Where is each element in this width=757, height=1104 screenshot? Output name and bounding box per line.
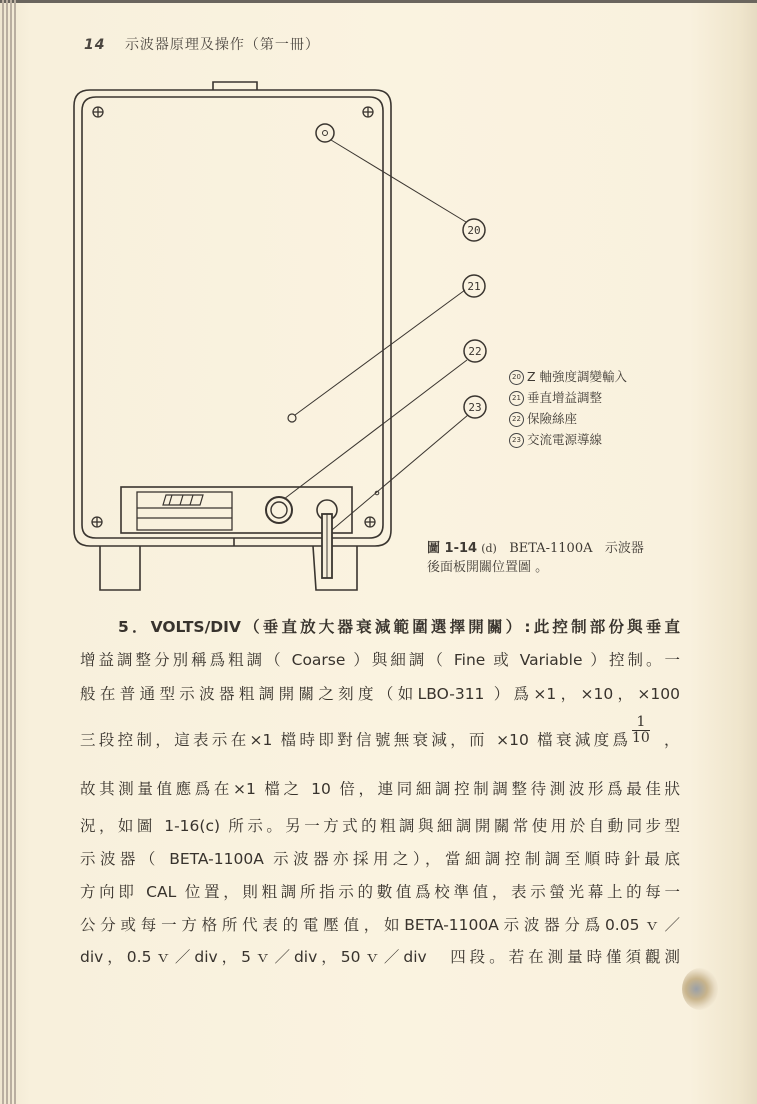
page-damage-hole (682, 968, 718, 1010)
vertical-gain-adjust (288, 414, 296, 422)
page-number: 14 (84, 37, 106, 53)
model-name: BETA-1100A (509, 541, 593, 556)
text-line: 示波器（ BETA-1100A 示波器亦採用之），當細調控制調至順時針最底 (80, 850, 680, 868)
text-line: 5．VOLTS/DIV（垂直放大器衰減範圍選擇開關）:此控制部份與垂直 (118, 618, 680, 636)
callout-22-label: 22 (468, 345, 482, 358)
callout-23-label: 23 (468, 401, 482, 414)
figure-caption: 圖 1-14 (d) BETA-1100A 示波器 後面板開關位置圖 。 (427, 541, 644, 575)
figure-label: 圖 1-14 (427, 541, 478, 556)
legend-item: 22 保險絲座 (509, 408, 627, 429)
text-line: 故其測量值應爲在×1 檔之 10 倍，連同細調控制調整待測波形爲最佳狀 (80, 780, 680, 798)
inner-panel (82, 97, 383, 538)
text-line: 般在普通型示波器粗調開關之刻度（如LBO-311 ）爲×1，×10，×100 (80, 685, 680, 703)
running-title: 示波器原理及操作（第一冊） (124, 37, 320, 53)
figure-legend (509, 366, 627, 450)
fraction-one-tenth: $\frac{1}{10}$ (632, 714, 650, 746)
text-line: 方向即 CAL 位置，則粗調所指示的數值爲校準值，表示螢光幕上的每一 (80, 883, 680, 901)
text-line: 增益調整分別稱爲粗調（ Coarse ）與細調（ Fine 或 Variable ）控制。一 (80, 651, 680, 669)
top-handle-tab (213, 82, 257, 90)
callout-21-label: 21 (467, 280, 481, 293)
fuse-holder (266, 497, 292, 523)
left-foot (100, 546, 140, 590)
legend-item: 21 垂直增益調整 (509, 387, 627, 408)
outer-case (74, 90, 391, 546)
text-line: 公分或每一方格所代表的電壓值，如BETA-1100A示波器分爲0.05ｖ／ (80, 916, 680, 934)
text-line: 況，如圖 1-16(c) 所示。另一方式的粗調與細調開關常使用於自動同步型 (80, 817, 680, 835)
callout-20-label: 20 (467, 224, 481, 237)
right-foot (313, 546, 357, 590)
book-page: 14 示波器原理及操作（第一冊） 20 21 22 23 20 Z 軸強度調變輸入 21 垂直增益調整 22 保險絲座 23 交流電源導線 圖 1-14 (d) BETA-1100A 示波器 後面板開關位置圖 。 5．VOLTS/DIV（垂直放大器衰減範圍選擇開關）:此控制部份與垂直 增益調整分別稱爲粗調（ Coarse ）與細調（ Fine 或 Variable ）控制。一 般在普通型示波器粗調開關之刻度（如LBO-311 ）爲×1，×10，×100 三段控制，這表示在×1 檔時即對信號無衰減，而 ×10 檔衰減度爲 $\frac{1}{10}$ ， 故其測量值應爲在×1 檔之 10 倍，連同細調控制調整待測波形爲最佳狀 況，如圖 1-16(c) 所示。另一方式的粗調與細調開關常使用於自動同步型 示波器（ BETA-1100A 示波器亦採用之），當細調控制調至順時針最底 方向即 CAL 位置，則粗調所指示的數值爲校準值，表示螢光幕上的每一 公分或每一方格所代表的電壓值，如BETA-1100A示波器分爲0.05ｖ／ div，0.5ｖ／div，5ｖ／div，50ｖ／div 四段。若在測量時僅須觀測 (0, 0, 757, 1104)
z-axis-input-jack (316, 124, 334, 142)
label-plate (137, 492, 232, 530)
legend-item: 20 Z 軸強度調變輸入 (509, 366, 627, 387)
text-line: 三段控制，這表示在×1 檔時即對信號無衰減，而 ×10 檔衰減度爲 (80, 731, 628, 749)
text-line: div，0.5ｖ／div，5ｖ／div，50ｖ／div 四段。若在測量時僅須觀測 (80, 948, 680, 966)
legend-item: 23 交流電源導線 (509, 429, 627, 450)
